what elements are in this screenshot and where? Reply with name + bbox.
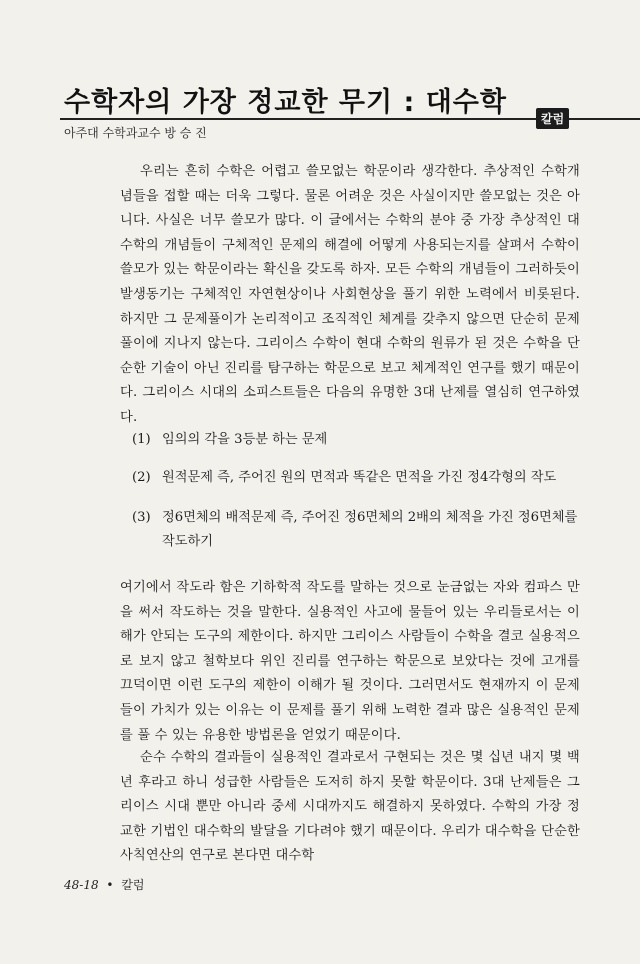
- problem-list: [132, 428, 580, 568]
- body-paragraph: 여기에서 작도라 함은 기하학적 작도를 말하는 것으로 눈금없는 자와 컴파스 만을 써서 작도하는 것을 말한다. 실용적인 사고에 물들어 있는 우리들로서는 이해가 안되는 도구의 제한이다. 하지만 그리이스 사람들이 수학을 결코 실용적으로 보지 않고 철학보다 위인 진리를 연구하는 학문으로 보았다는 것에 고개를 끄덕이면 이런 도구의 제한이 이해가 될 것이다. 그러면서도 현재까지 이 문제들이 가치가 있는 이유는 이 문제를 풀기 위해 노력한 결과 많은 실용적인 문제를 풀 수 있는 유용한 방법론을 얻었기 때문이다.: [120, 580, 580, 743]
- problem-item: [132, 506, 580, 554]
- page-number: 48-18: [64, 878, 99, 892]
- intro-paragraph: 우리는 흔히 수학은 어렵고 쓸모없는 학문이라 생각한다. 추상적인 수학개념들을 접할 때는 더욱 그렇다. 물론 어려운 것은 사실이지만 쓸모없는 것은 아니다. 사실은 너무 쓸모가 많다. 이 글에서는 수학의 분야 중 가장 추상적인 대수학의 개념들이 구체적인 문제의 해결에 어떻게 사용되는지를 살펴서 수학이 쓸모가 있는 학문이라는 확신을 갖도록 하자. 모든 수학의 개념들이 그러하듯이 발생동기는 구체적인 자연현상이나 사회현상을 풀기 위한 노력에서 비롯된다. 하지만 그 문제풀이가 논리적이고 조직적인 체계를 갖추지 않으면 단순히 문제풀이에 지나지 않는다. 그리이스 수학이 현대 수학의 원류가 된 것은 수학을 단순한 기술이 아닌 진리를 탐구하는 학문으로 보고 체계적인 연구를 했기 때문이다. 그리이스 시대의 소피스트들은 다음의 유명한 3대 난제를 열심히 연구하였다.: [120, 164, 580, 425]
- problem-item: [132, 466, 580, 490]
- problem-text: 원적문제 즉, 주어진 원의 면적과 똑같은 면적을 가진 정4각형의 작도: [162, 470, 557, 485]
- article-title: 수학자의 가장 정교한 무기 : 대수학: [64, 87, 507, 118]
- problem-text: 정6면체의 배적문제 즉, 주어진 정6면체의 2배의 체적을 가진 정6면체를 작도하기: [162, 510, 578, 549]
- problem-number: (1): [132, 432, 151, 447]
- body-paragraph: 순수 수학의 결과들이 실용적인 결과로서 구현되는 것은 몇 십년 내지 몇 백년 후라고 하니 성급한 사람들은 도저히 하지 못할 학문이다. 3대 난제들은 그리이스 시대 뿐만 아니라 중세 시대까지도 해결하지 못하였다. 수학의 가장 정교한 기법인 대수학의 발달을 기다려야 했기 때문이다. 우리가 대수학을 단순한 사칙연산의 연구로 본다면 대수학: [120, 750, 580, 864]
- author-byline: 아주대 수학과교수 방 승 진: [64, 126, 207, 140]
- footer-section-label: 칼럼: [121, 878, 145, 892]
- footer-separator: •: [106, 878, 114, 892]
- problem-number: (2): [132, 470, 151, 485]
- page-footer: [64, 876, 145, 893]
- problem-item: [132, 428, 580, 452]
- problem-number: (3): [132, 510, 151, 525]
- problem-text: 임의의 각을 3등분 하는 문제: [162, 432, 328, 447]
- section-badge: 칼럼: [536, 108, 569, 129]
